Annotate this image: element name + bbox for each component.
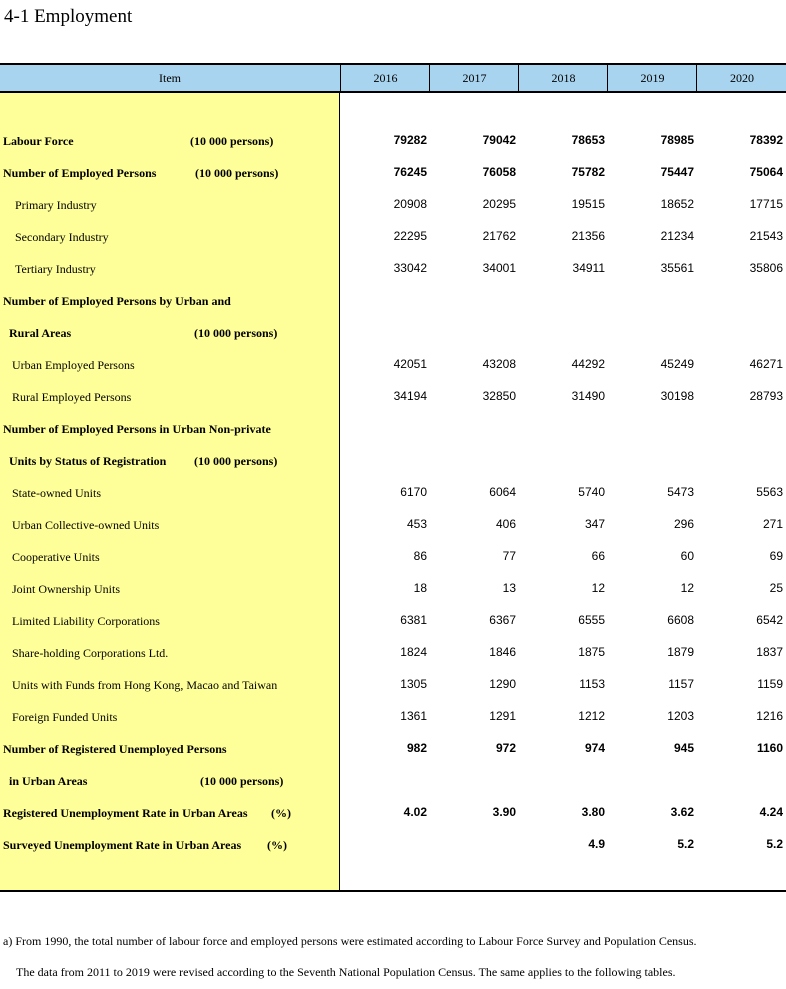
table-rows xyxy=(0,125,786,861)
cell-value: 31490 xyxy=(571,389,605,403)
cell-value: 18 xyxy=(413,581,427,595)
cell-value: 5740 xyxy=(578,485,605,499)
row-label: Urban Employed Persons xyxy=(12,358,135,372)
table-row xyxy=(0,573,786,605)
table-row xyxy=(0,733,786,765)
cell-value: 6064 xyxy=(489,485,516,499)
table-row xyxy=(0,413,786,445)
table-row xyxy=(0,253,786,285)
cell-value: 75064 xyxy=(749,165,783,179)
row-label: Units by Status of Registration xyxy=(9,454,167,468)
employment-table xyxy=(0,63,786,892)
header-year: 2018 xyxy=(518,65,608,91)
row-label: Surveyed Unemployment Rate in Urban Areas xyxy=(3,838,242,852)
cell-value: 1157 xyxy=(668,677,694,691)
row-label: Foreign Funded Units xyxy=(12,710,118,724)
cell-value: 1875 xyxy=(578,645,605,659)
cell-value: 1203 xyxy=(667,709,694,723)
cell-value: 1879 xyxy=(667,645,694,659)
row-label: Registered Unemployment Rate in Urban Areas xyxy=(3,806,248,820)
table-row xyxy=(0,509,786,541)
cell-value: 1153 xyxy=(579,677,605,691)
cell-value: 347 xyxy=(584,517,605,531)
table-row xyxy=(0,381,786,413)
cell-value: 42051 xyxy=(393,357,427,371)
row-unit: (10 000 persons) xyxy=(195,166,279,180)
row-label: Primary Industry xyxy=(15,198,97,212)
cell-value: 75782 xyxy=(571,165,605,179)
table-row xyxy=(0,477,786,509)
table-header xyxy=(0,63,786,93)
cell-value: 6542 xyxy=(756,613,783,627)
cell-value: 76245 xyxy=(393,165,427,179)
cell-value: 45249 xyxy=(660,357,694,371)
cell-value: 1159 xyxy=(757,677,783,691)
cell-value: 76058 xyxy=(482,165,516,179)
cell-value: 78392 xyxy=(749,133,783,147)
header-year: 2016 xyxy=(340,65,430,91)
row-label: Tertiary Industry xyxy=(15,262,96,276)
cell-value: 3.80 xyxy=(581,805,605,819)
cell-value: 34911 xyxy=(572,261,605,275)
table-row xyxy=(0,701,786,733)
cell-value: 60 xyxy=(680,549,694,563)
table-body xyxy=(0,93,786,892)
table-row xyxy=(0,349,786,381)
cell-value: 945 xyxy=(673,741,694,755)
cell-value: 21543 xyxy=(749,229,783,243)
cell-value: 25 xyxy=(769,581,783,595)
table-row xyxy=(0,445,786,477)
cell-value: 1305 xyxy=(400,677,427,691)
cell-value: 21762 xyxy=(482,229,516,243)
cell-value: 13 xyxy=(502,581,516,595)
cell-value: 69 xyxy=(769,549,783,563)
row-label: Number of Employed Persons in Urban Non-private xyxy=(3,422,271,436)
table-row xyxy=(0,605,786,637)
cell-value: 1824 xyxy=(400,645,427,659)
row-label: Cooperative Units xyxy=(12,550,100,564)
table-row xyxy=(0,797,786,829)
cell-value: 33042 xyxy=(393,261,427,275)
row-label: Urban Collective-owned Units xyxy=(12,518,160,532)
row-label: Units with Funds from Hong Kong, Macao and Taiwan xyxy=(12,678,278,692)
cell-value: 271 xyxy=(762,517,783,531)
cell-value: 4.9 xyxy=(588,837,605,851)
row-label: in Urban Areas xyxy=(9,774,88,788)
row-label: State-owned Units xyxy=(12,486,101,500)
cell-value: 30198 xyxy=(660,389,694,403)
footnote-a: a) From 1990, the total number of labour force and employed persons were estimated according to Labour Force Survey and Population Census. xyxy=(3,934,697,948)
row-label: Rural Employed Persons xyxy=(12,390,132,404)
table-row xyxy=(0,669,786,701)
cell-value: 12 xyxy=(591,581,605,595)
row-label: Limited Liability Corporations xyxy=(12,614,160,628)
row-unit: (10 000 persons) xyxy=(194,454,278,468)
table-row xyxy=(0,221,786,253)
cell-value: 406 xyxy=(495,517,516,531)
cell-value: 78985 xyxy=(660,133,694,147)
cell-value: 78653 xyxy=(571,133,605,147)
row-unit: (%) xyxy=(267,838,287,852)
cell-value: 32850 xyxy=(482,389,516,403)
cell-value: 35806 xyxy=(749,261,783,275)
table-row xyxy=(0,317,786,349)
row-label: Labour Force xyxy=(3,134,74,148)
table-row xyxy=(0,765,786,797)
cell-value: 6170 xyxy=(400,485,427,499)
cell-value: 44292 xyxy=(571,357,605,371)
page-title: 4-1 Employment xyxy=(4,6,133,27)
cell-value: 5.2 xyxy=(766,837,783,851)
row-unit: (10 000 persons) xyxy=(200,774,284,788)
cell-value: 6381 xyxy=(400,613,427,627)
cell-value: 77 xyxy=(502,549,516,563)
cell-value: 4.02 xyxy=(403,805,427,819)
table-row xyxy=(0,285,786,317)
row-label: Secondary Industry xyxy=(15,230,109,244)
row-unit: (10 000 persons) xyxy=(190,134,274,148)
row-label: Number of Employed Persons xyxy=(3,166,157,180)
cell-value: 34194 xyxy=(393,389,427,403)
cell-value: 1846 xyxy=(489,645,516,659)
cell-value: 21356 xyxy=(571,229,605,243)
cell-value: 1216 xyxy=(756,709,783,723)
table-row xyxy=(0,637,786,669)
cell-value: 1361 xyxy=(400,709,427,723)
cell-value: 18652 xyxy=(660,197,694,211)
row-label: Share-holding Corporations Ltd. xyxy=(12,646,169,660)
cell-value: 3.90 xyxy=(492,805,516,819)
table-row xyxy=(0,541,786,573)
cell-value: 12 xyxy=(680,581,694,595)
cell-value: 21234 xyxy=(660,229,694,243)
cell-value: 1212 xyxy=(578,709,605,723)
table-row xyxy=(0,125,786,157)
header-year: 2019 xyxy=(607,65,697,91)
cell-value: 6555 xyxy=(578,613,605,627)
cell-value: 17715 xyxy=(749,197,783,211)
row-label: Rural Areas xyxy=(9,326,72,340)
cell-value: 972 xyxy=(495,741,516,755)
row-label: Number of Employed Persons by Urban and xyxy=(3,294,231,308)
header-item: Item xyxy=(159,71,181,85)
row-label: Number of Registered Unemployed Persons xyxy=(3,742,227,756)
cell-value: 34001 xyxy=(482,261,516,275)
cell-value: 46271 xyxy=(749,357,783,371)
cell-value: 22295 xyxy=(393,229,427,243)
cell-value: 1837 xyxy=(756,645,783,659)
cell-value: 66 xyxy=(591,549,605,563)
table-row xyxy=(0,157,786,189)
row-unit: (%) xyxy=(271,806,291,820)
cell-value: 1291 xyxy=(489,709,516,723)
header-year: 2017 xyxy=(429,65,519,91)
cell-value: 43208 xyxy=(482,357,516,371)
table-row xyxy=(0,829,786,861)
cell-value: 75447 xyxy=(660,165,694,179)
cell-value: 79282 xyxy=(393,133,427,147)
cell-value: 1290 xyxy=(489,677,516,691)
row-label: Joint Ownership Units xyxy=(12,582,120,596)
cell-value: 453 xyxy=(406,517,427,531)
cell-value: 974 xyxy=(584,741,605,755)
cell-value: 6367 xyxy=(489,613,516,627)
cell-value: 296 xyxy=(673,517,694,531)
cell-value: 1160 xyxy=(756,741,783,755)
cell-value: 19515 xyxy=(571,197,605,211)
cell-value: 982 xyxy=(406,741,427,755)
footnote-b: The data from 2011 to 2019 were revised according to the Seventh National Population Census. The same applies to the following tables. xyxy=(16,965,676,979)
cell-value: 20908 xyxy=(393,197,427,211)
cell-value: 4.24 xyxy=(759,805,783,819)
cell-value: 28793 xyxy=(749,389,783,403)
header-year: 2020 xyxy=(696,65,786,91)
cell-value: 86 xyxy=(413,549,427,563)
cell-value: 79042 xyxy=(482,133,516,147)
row-unit: (10 000 persons) xyxy=(194,326,278,340)
cell-value: 35561 xyxy=(660,261,694,275)
cell-value: 20295 xyxy=(482,197,516,211)
cell-value: 3.62 xyxy=(670,805,694,819)
cell-value: 5473 xyxy=(667,485,694,499)
cell-value: 6608 xyxy=(667,613,694,627)
cell-value: 5563 xyxy=(756,485,783,499)
table-row xyxy=(0,189,786,221)
cell-value: 5.2 xyxy=(677,837,694,851)
